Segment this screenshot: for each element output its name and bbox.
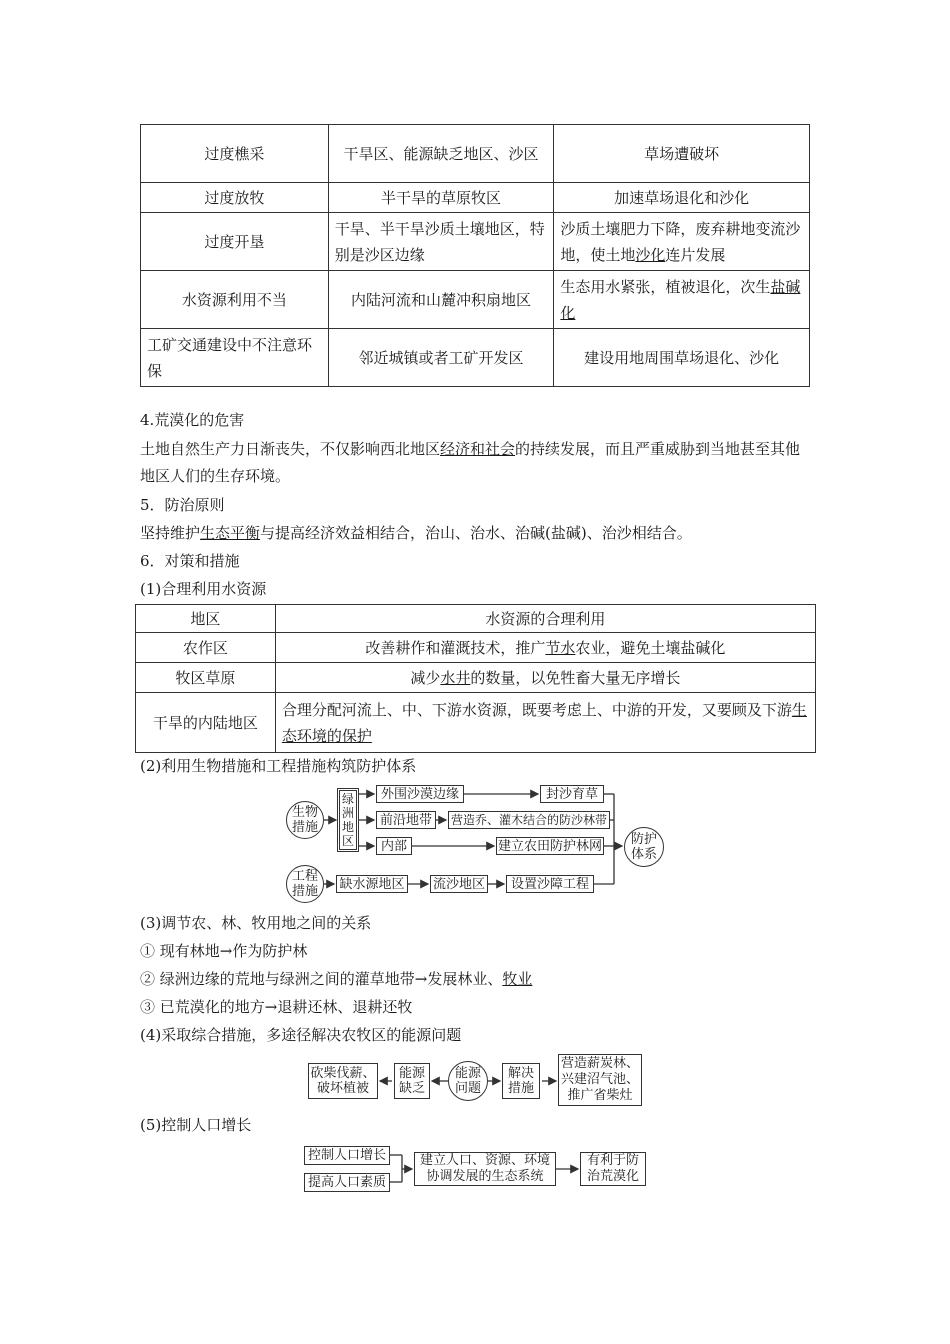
list-item: ③ 已荒漠化的地方→退耕还林、退耕还牧 <box>140 998 413 1016</box>
cut-wood-node: 砍柴伐薪、破坏植被 <box>308 1063 378 1099</box>
table-cell: 水资源利用不当 <box>141 271 329 329</box>
table-cell: 工矿交通建设中不注意环保 <box>141 329 329 387</box>
barrier-node: 设置沙障工程 <box>506 875 594 893</box>
table-header: 水资源的合理利用 <box>275 605 815 633</box>
shelterbelt-node: 营造乔、灌木结合的防沙林带 <box>448 811 610 829</box>
seal-sand-node: 封沙育草 <box>540 785 604 803</box>
subheading: (2)利用生物措施和工程措施构筑防护体系 <box>140 757 417 775</box>
paragraph: 土地自然生产力日渐丧失，不仅影响西北地区经济和社会的持续发展，而且严重威胁到当地甚至其他地区人们的生存环境。 <box>140 440 801 485</box>
improve-quality-node: 提高人口素质 <box>304 1173 390 1192</box>
subheading: (5)控制人口增长 <box>140 1116 252 1134</box>
eng-measures-node: 工程措施 <box>286 865 324 903</box>
section-heading: 5．防治原则 <box>140 496 225 514</box>
table-header: 地区 <box>136 605 276 633</box>
table-cell: 草场遭破坏 <box>554 125 810 183</box>
sand-area-node: 流沙地区 <box>430 875 488 893</box>
table-cell: 干旱的内陆地区 <box>136 693 276 753</box>
table-cell: 牧区草原 <box>136 663 276 693</box>
control-population-node: 控制人口增长 <box>304 1146 390 1165</box>
table-cell: 半干旱的草原牧区 <box>328 183 554 213</box>
subheading: (4)采取综合措施，多途径解决农牧区的能源问题 <box>140 1026 462 1044</box>
bio-measures-node: 生物措施 <box>286 801 324 839</box>
eco-system-node: 建立人口、资源、环境协调发展的生态系统 <box>414 1152 556 1186</box>
table-cell: 加速草场退化和沙化 <box>554 183 810 213</box>
benefit-node: 有利于防治荒漠化 <box>580 1152 646 1186</box>
front-zone-node: 前沿地带 <box>376 811 436 829</box>
table-cell: 生态用水紧张，植被退化，次生盐碱化 <box>554 271 810 329</box>
farmland-net-node: 建立农田防护林网 <box>497 838 602 854</box>
energy-problem-node: 能源问题 <box>448 1061 488 1101</box>
table-cell: 内陆河流和山麓冲积扇地区 <box>328 271 554 329</box>
measures-node: 营造薪炭林、兴建沼气池、推广省柴灶 <box>558 1054 642 1106</box>
table-cell: 过度樵采 <box>141 125 329 183</box>
section-heading: 6．对策和措施 <box>140 552 240 570</box>
table-cell: 沙质土壤肥力下降，废弃耕地变流沙地，使土地沙化连片发展 <box>554 213 810 271</box>
solve-node: 解决措施 <box>502 1063 540 1099</box>
table-cell: 干旱区、能源缺乏地区、沙区 <box>328 125 554 183</box>
list-item: ② 绿洲边缘的荒地与绿洲之间的灌草地带→发展林业、牧业 <box>140 970 533 988</box>
subheading: (3)调节农、林、牧用地之间的关系 <box>140 914 372 932</box>
table-cell: 邻近城镇或者工矿开发区 <box>328 329 554 387</box>
protection-system-node: 防护体系 <box>624 827 664 867</box>
section-heading: 4.荒漠化的危害 <box>140 411 245 429</box>
table-cell: 农作区 <box>136 633 276 663</box>
table-cell: 过度开垦 <box>141 213 329 271</box>
water-lack-node: 缺水源地区 <box>336 875 408 893</box>
inner-node: 内部 <box>376 837 412 855</box>
table-cell: 减少水井的数量，以免牲畜大量无序增长 <box>275 663 815 693</box>
outer-edge-node: 外围沙漠边缘 <box>376 785 464 803</box>
table-cell: 改善耕作和灌溉技术，推广节水农业，避免土壤盐碱化 <box>275 633 815 663</box>
table-cell: 合理分配河流上、中、下游水资源，既要考虑上、中游的开发，又要顾及下游生态环境的保护 <box>275 693 815 753</box>
oasis-node: 绿洲地区 <box>337 788 359 852</box>
table-cell: 过度放牧 <box>141 183 329 213</box>
paragraph: 坚持维护生态平衡与提高经济效益相结合，治山、治水、治碱(盐碱)、治沙相结合。 <box>140 524 692 542</box>
table-cell: 干旱、半干旱沙质土壤地区，特别是沙区边缘 <box>328 213 554 271</box>
list-item: ① 现有林地→作为防护林 <box>140 942 308 960</box>
subheading: (1)合理利用水资源 <box>140 580 267 598</box>
table-cell: 建设用地周围草场退化、沙化 <box>554 329 810 387</box>
energy-lack-node: 能源缺乏 <box>394 1063 430 1099</box>
